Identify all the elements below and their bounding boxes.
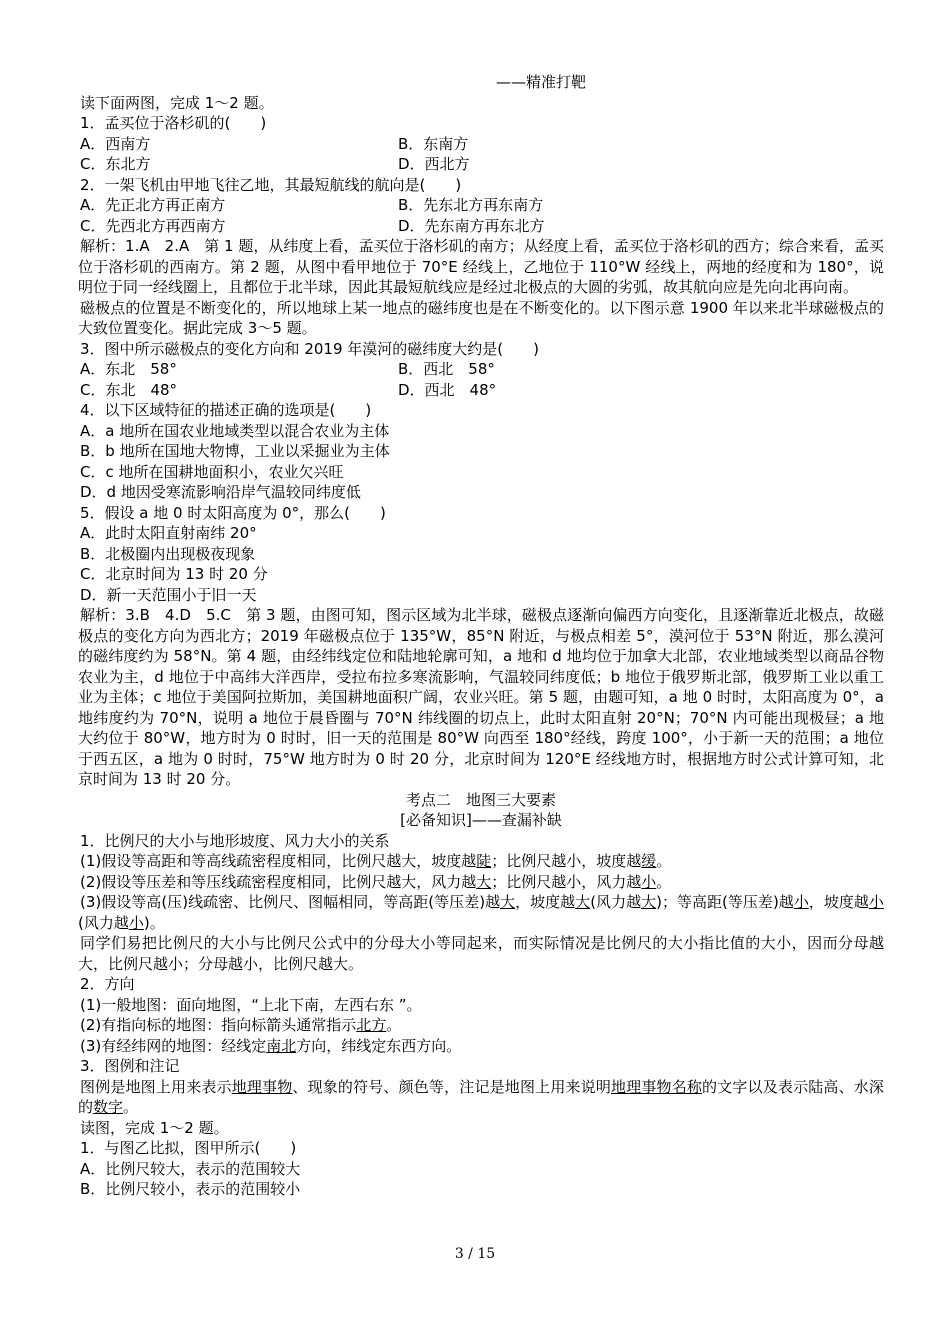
option-row	[78, 195, 884, 216]
option-c: C．先西北方再西南方	[80, 216, 226, 235]
knowledge-heading: 1．比例尺的大小与地形坡度、风力大小的关系	[80, 831, 390, 850]
knowledge-item: (1)一般地图：面向地图，“上北下南，左西右东 ”。	[80, 995, 422, 1014]
question-stem: 1．孟买位于洛杉矶的( )	[80, 114, 267, 132]
question-stem: 2．一架飞机由甲地飞往乙地，其最短航线的航向是( )	[80, 175, 462, 194]
intro-text: 读下面两图，完成 1～2 题。	[80, 93, 274, 112]
option-row	[78, 380, 884, 401]
knowledge-item: (3)有经纬网的地图：经线定南北方向，纬线定东西方向。	[80, 1036, 462, 1055]
option-a: A．先正北方再正南方	[80, 196, 226, 214]
option-b: B．北极圈内出现极夜现象	[80, 544, 256, 563]
section-title: 考点二 地图三大要素	[405, 790, 556, 809]
option-row	[78, 359, 884, 380]
question-stem: 1．与图乙比拟，图甲所示( )	[80, 1139, 297, 1157]
option-a: A．a 地所在国农业地域类型以混合农业为主体	[80, 421, 390, 440]
question-stem: 3．图中所示磁极点的变化方向和 2019 年漠河的磁纬度大约是( )	[80, 339, 539, 358]
analysis-paragraph: 解析：3.B 4.D 5.C 第 3 题，由图可知，图示区域为北半球，磁极点逐渐向偏西方向变化，且逐渐靠近北极点，故磁极点的变化方向为西北方；2019 年磁极点位于 135°W，85°N 附近，与极点相差 5°，漠河位于 53°N 附近，那么漠河的磁纬度约为 58°N。第 4 题，由经纬线定位和陆地轮廓可知，a 地和 d 地均位于加拿大北部，农业地域类型以商品谷物农业为主，d 地位于中高纬大洋西岸，受拉布拉多寒流影响，气温较同纬度低；b 地位于俄罗斯北部，俄罗斯工业以重工业为主体；c 地位于美国阿拉斯加，美国耕地面积广阔，农业兴旺。第 5 题，由题可知，a 地 0 时时，太阳高度为 0°，a 地纬度约为 70°N，说明 a 地位于晨昏圈与 70°N 纬线圈的切点上，此时太阳直射 20°N；70°N 内可能出现极昼；a 地大约位于 80°W，地方时为 0 时时，旧一天的范围是 80°W 向西至 180°经线，跨度 100°，小于新一天的范围；a 地位于西五区，a 地为 0 时时，75°W 地方时为 0 时 20 分，北京时间为 120°E 经线地方时，根据地方时公式计算可知，北京时间为 13 时 20 分。	[78, 606, 884, 788]
option-a: A．西南方	[80, 134, 151, 153]
knowledge-heading: 2．方向	[80, 975, 135, 993]
intro-paragraph: 磁极点的位置是不断变化的，所以地球上某一地点的磁纬度也是在不断变化的。以下图示意 1900 年以来北半球磁极点的大致位置变化。据此完成 3～5 题。	[78, 298, 884, 337]
option-b: B．东南方	[398, 134, 469, 153]
option-d: D．西北 48°	[398, 380, 497, 399]
option-d: D．先东南方再东北方	[398, 216, 545, 235]
option-row	[78, 154, 884, 175]
knowledge-item: (1)假设等高距和等高线疏密程度相同，比例尺越大，坡度越陡；比例尺越小，坡度越缓。	[80, 852, 672, 870]
option-b: B．先东北方再东南方	[398, 196, 544, 214]
intro-text: 读图，完成 1～2 题。	[80, 1118, 229, 1137]
option-d: D．西北方	[398, 155, 470, 173]
knowledge-item: (3)假设等高(压)线疏密、比例尺、图幅相同，等高距(等压差)越大，坡度越大(风力越大)；等高距(等压差)越小，坡度越小(风力越小)。	[78, 893, 884, 932]
option-a: A．此时太阳直射南纬 20°	[80, 524, 257, 542]
option-b: B．西北 58°	[398, 360, 495, 378]
header-title: ——精准打靶	[495, 73, 586, 91]
knowledge-heading: 3．图例和注记	[80, 1057, 180, 1075]
analysis-paragraph: 解析：1.A 2.A 第 1 题，从纬度上看，孟买位于洛杉矶的南方；从经度上看，孟买位于洛杉矶的西方；综合来看，孟买位于洛杉矶的西南方。第 2 题，从图中看甲地位于 70°E 经线上，乙地位于 110°W 经线上，两地的经度和为 180°，说明位于同一经线圈上，且都位于北半球，因此其最短航线应是经过北极点的大圆的劣弧，故其航向应是先向北再向南。	[78, 237, 884, 296]
option-c: C．北京时间为 13 时 20 分	[80, 565, 268, 583]
option-b: B．b 地所在国地大物博，工业以采掘业为主体	[80, 442, 390, 460]
option-c: C．c 地所在国耕地面积小，农业欠兴旺	[80, 462, 344, 481]
question-stem: 5．假设 a 地 0 时太阳高度为 0°，那么( )	[80, 503, 386, 522]
knowledge-item: 图例是地图上用来表示地理事物、现象的符号、颜色等，注记是地图上用来说明地理事物名称的文字以及表示陆高、水深的数字。	[78, 1077, 884, 1116]
knowledge-note: 同学们易把比例尺的大小与比例尺公式中的分母大小等同起来，而实际情况是比例尺的大小指比值的大小，因而分母越大，比例尺越小；分母越小，比例尺越大。	[78, 934, 884, 973]
option-row	[78, 216, 884, 237]
option-row	[78, 134, 884, 155]
option-d: D．d 地因受寒流影响沿岸气温较同纬度低	[80, 483, 361, 501]
option-c: C．东北 48°	[80, 380, 178, 399]
document-body	[78, 72, 884, 1200]
knowledge-item: (2)假设等压差和等压线疏密程度相同，比例尺越大，风力越大；比例尺越小，风力越小。	[80, 872, 672, 891]
page-number: 3 / 15	[454, 1246, 496, 1262]
option-a: A．比例尺较大，表示的范围较大	[80, 1159, 301, 1178]
question-stem: 4．以下区域特征的描述正确的选项是( )	[80, 401, 372, 419]
option-c: C．东北方	[80, 155, 151, 173]
section-subtitle: [必备知识]——查漏补缺	[400, 811, 562, 829]
option-b: B．比例尺较小，表示的范围较小	[80, 1180, 301, 1198]
option-d: D．新一天范围小于旧一天	[80, 585, 257, 604]
knowledge-item: (2)有指向标的地图：指向标箭头通常指示北方。	[80, 1016, 402, 1034]
option-a: A．东北 58°	[80, 360, 177, 378]
